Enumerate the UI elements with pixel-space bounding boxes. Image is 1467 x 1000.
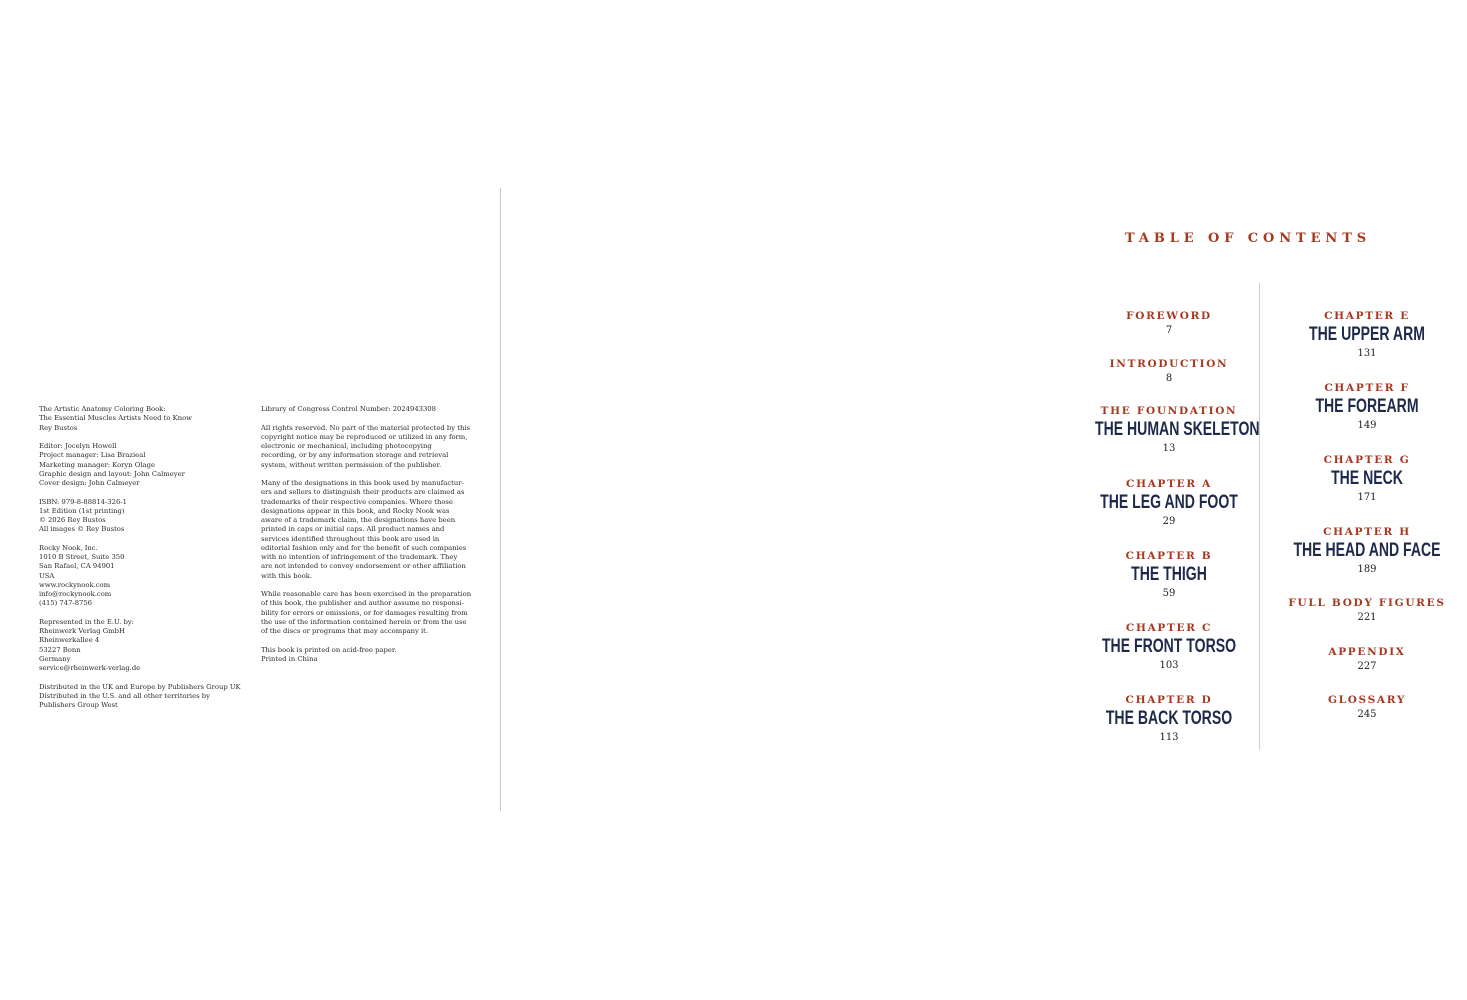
copyright-line: © 2026 Rey Bustos	[39, 516, 106, 524]
toc-entry-label: GLOSSARY	[1327, 694, 1407, 706]
toc-entry-label: CHAPTER G	[1323, 454, 1411, 466]
toc-entry-page-number: 7	[1165, 325, 1173, 336]
copyright-line: Rheinwerkallee 4	[39, 636, 100, 645]
copyright-line: (415) 747-8756	[39, 599, 93, 608]
toc-entry-page-number: 221	[1357, 612, 1377, 623]
toc-entry[interactable]	[1069, 310, 1269, 337]
copyright-line: San Rafael, CA 94901	[39, 562, 115, 571]
toc-entry-page-number: 131	[1357, 348, 1377, 359]
toc-entry-label: CHAPTER E	[1324, 310, 1410, 322]
toc-entry-page-number: 29	[1162, 516, 1176, 527]
copyright-line: 53227 Bonn	[39, 645, 81, 654]
toc-entry-title: THE THIGH	[1131, 564, 1207, 585]
copyright-line: of the discs or programs that may accompany it.	[261, 627, 429, 635]
toc-entry-title: THE HEAD AND FACE	[1293, 540, 1441, 561]
toc-entry-label: CHAPTER H	[1323, 526, 1411, 538]
copyright-line: ISBN: 979-8-88814-326-1	[39, 497, 127, 506]
copyright-line: Germany	[39, 654, 71, 663]
copyright-line: Library of Congress Control Number: 2024943308	[261, 405, 436, 413]
copyright-line: The Artistic Anatomy Coloring Book:	[39, 405, 166, 413]
copyright-line: trademarks of their respective companies. Where those	[261, 497, 453, 506]
toc-entry-title: THE NECK	[1331, 468, 1403, 489]
toc-entry-page-number: 59	[1162, 588, 1176, 599]
copyright-line: Distributed in the UK and Europe by Publishers Group UK	[39, 682, 241, 691]
table-of-contents-page	[501, 0, 1446, 1000]
copyright-paragraph	[261, 405, 461, 414]
copyright-line: The Essential Muscles Artists Need to Know	[39, 414, 192, 423]
copyright-line: editorial fashion only and for the benefit of such companies	[261, 543, 467, 552]
copyright-line: Graphic design and layout: John Calmeyer	[39, 469, 185, 478]
copyright-line: Rey Bustos	[39, 423, 78, 432]
toc-entry-title: THE LEG AND FOOT	[1100, 492, 1238, 513]
toc-entry[interactable]	[1069, 358, 1269, 385]
copyright-line: Rheinwerk Verlag GmbH	[39, 627, 125, 635]
copyright-line: services identified throughout this book are used in	[261, 534, 440, 543]
copyright-line: Printed in China	[261, 654, 318, 663]
copyright-line: with this book.	[261, 571, 313, 580]
copyright-line: with no intention of infringement of the trademark. They	[261, 553, 458, 561]
toc-entry-page-number: 149	[1357, 420, 1377, 431]
toc-entry[interactable]	[1267, 694, 1467, 721]
copyright-line: printed in caps or initial caps. All product names and	[261, 525, 445, 534]
copyright-line: Project manager: Lisa Brazieal	[39, 451, 146, 460]
copyright-line: service@rheinwerk-verlag.de	[39, 664, 141, 672]
copyright-line: the use of the information contained herein or from the use	[261, 617, 467, 626]
copyright-left-column	[39, 405, 239, 720]
toc-entry-title: THE FRONT TORSO	[1101, 636, 1237, 657]
copyright-line: USA	[39, 571, 55, 580]
copyright-line: recording, or by any information storage and retrieval	[261, 451, 449, 460]
copyright-line: ers and sellers to distinguish their products are claimed as	[261, 488, 465, 497]
copyright-paragraph	[39, 544, 239, 609]
toc-entry-title: THE HUMAN SKELETON	[1095, 419, 1260, 440]
copyright-paragraph	[261, 479, 467, 581]
copyright-line: are not intended to convey endorsement or other affiliation	[261, 562, 466, 571]
toc-entry-label: CHAPTER A	[1126, 478, 1212, 490]
copyright-paragraph	[39, 498, 239, 535]
toc-entry[interactable]	[1069, 478, 1269, 528]
toc-entry-page-number: 189	[1357, 564, 1377, 575]
copyright-line: All images © Rey Bustos	[39, 525, 125, 534]
toc-entry-label: INTRODUCTION	[1109, 358, 1229, 370]
copyright-line: Publishers Group West	[39, 701, 118, 709]
copyright-line: of this book, the publisher and author assume no responsi-	[261, 599, 464, 608]
toc-entry[interactable]	[1069, 694, 1269, 744]
toc-entry[interactable]	[1069, 405, 1269, 455]
toc-entry-page-number: 113	[1159, 732, 1179, 743]
toc-entry-label: CHAPTER D	[1125, 694, 1213, 706]
copyright-line: Represented in the E.U. by:	[39, 617, 134, 626]
toc-entry-label: APPENDIX	[1328, 646, 1406, 658]
toc-heading: TABLE OF CONTENTS	[1125, 231, 1372, 246]
copyright-line: designations appear in this book, and Rocky Nook was	[261, 506, 450, 515]
copyright-line: 1010 B Street, Suite 350	[39, 553, 125, 561]
toc-entry-page-number: 8	[1165, 373, 1173, 384]
toc-entry[interactable]	[1069, 622, 1269, 672]
toc-entry-page-number: 227	[1357, 661, 1377, 672]
copyright-line: system, without written permission of the publisher.	[261, 460, 442, 469]
toc-entry[interactable]	[1069, 550, 1269, 600]
toc-entry[interactable]	[1267, 646, 1467, 673]
copyright-line: While reasonable care has been exercised in the preparation	[261, 590, 472, 598]
copyright-paragraph	[39, 683, 239, 711]
copyright-line: Cover design: John Calmeyer	[39, 479, 140, 487]
toc-entry[interactable]	[1267, 526, 1467, 576]
copyright-line: 1st Edition (1st printing)	[39, 506, 125, 515]
copyright-line: Many of the designations in this book used by manufactur-	[261, 479, 464, 487]
copyright-line: copyright notice may be reproduced or utilized in any form,	[261, 432, 468, 441]
toc-entry-page-number: 245	[1357, 709, 1377, 720]
copyright-paragraph	[39, 442, 239, 488]
toc-entry-page-number: 103	[1159, 660, 1179, 671]
toc-entry[interactable]	[1267, 597, 1467, 624]
toc-entry-title: THE UPPER ARM	[1309, 324, 1425, 345]
toc-entry-label: FULL BODY FIGURES	[1288, 597, 1446, 609]
copyright-line: Distributed in the U.S. and all other territories by	[39, 691, 210, 700]
copyright-line: Rocky Nook, Inc.	[39, 543, 98, 552]
copyright-paragraph	[39, 618, 239, 674]
toc-entry-label: CHAPTER F	[1324, 382, 1410, 394]
toc-entry-page-number: 171	[1357, 492, 1377, 503]
copyright-line: Editor: Jocelyn Howell	[39, 442, 117, 450]
toc-entry[interactable]	[1267, 310, 1467, 360]
toc-entry-label: CHAPTER C	[1125, 622, 1213, 634]
copyright-paragraph	[39, 405, 239, 433]
copyright-line: electronic or mechanical, including photocopying	[261, 442, 432, 450]
copyright-page	[0, 0, 500, 1000]
toc-entry-label: THE FOUNDATION	[1100, 405, 1238, 417]
toc-entry-label: FOREWORD	[1126, 310, 1212, 322]
toc-entry[interactable]	[1267, 454, 1467, 504]
copyright-line: bility for errors or omissions, or for damages resulting from	[261, 608, 468, 617]
toc-entry-page-number: 13	[1162, 443, 1176, 454]
toc-entry-label: CHAPTER B	[1125, 550, 1213, 562]
copyright-paragraph	[261, 646, 461, 665]
copyright-paragraph	[261, 423, 471, 470]
copyright-paragraph	[261, 590, 472, 636]
copyright-right-column	[261, 405, 472, 673]
toc-entry-title: THE FOREARM	[1315, 396, 1419, 417]
toc-entry[interactable]	[1267, 382, 1467, 432]
copyright-line: info@rockynook.com	[39, 590, 112, 598]
copyright-line: aware of a trademark claim, the designations have been	[261, 516, 456, 524]
copyright-line: This book is printed on acid-free paper.	[261, 645, 397, 654]
copyright-line: Marketing manager: Koryn Olage	[39, 460, 155, 469]
toc-entry-title: THE BACK TORSO	[1105, 708, 1233, 729]
copyright-line: www.rockynook.com	[39, 580, 111, 589]
copyright-line: All rights reserved. No part of the material protected by this	[261, 423, 471, 432]
